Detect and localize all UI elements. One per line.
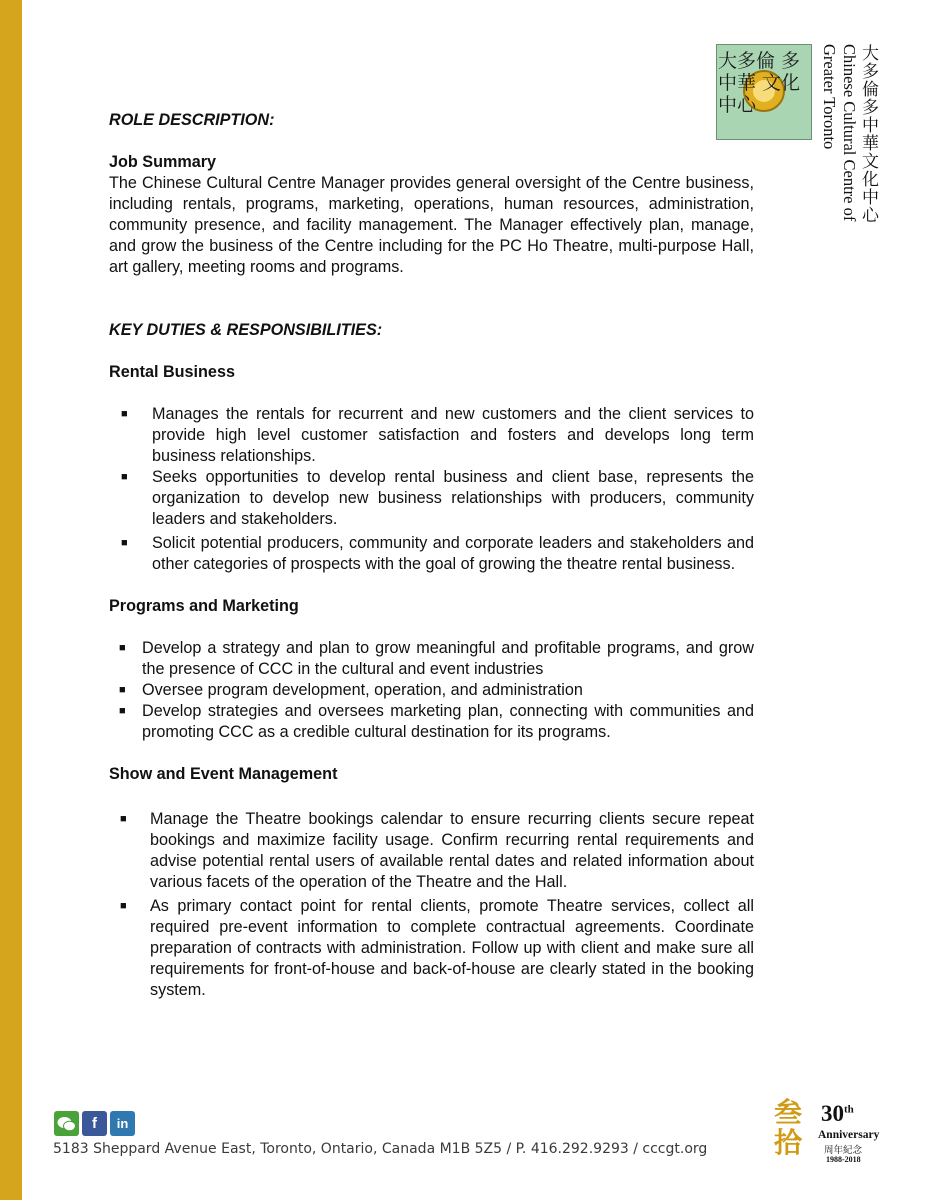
job-summary-text: The Chinese Cultural Centre Manager provides general oversight of the Centre business, including rentals, programs, marketing, operations, human resources, administration, community presence, and facility management. The Manager effectively plan, manage, and grow the business of the Centre including for the PC Ho Theatre, multi-purpose Hall, art gallery, meeting rooms and programs. <box>109 174 754 276</box>
role-description-heading: ROLE DESCRIPTION: <box>109 111 275 129</box>
anniversary-number: 30th <box>821 1101 854 1126</box>
anniversary-badge <box>774 1098 886 1168</box>
document-body <box>109 110 754 1001</box>
org-name-english: Chinese Cultural Centre of Greater Toronto <box>820 44 859 222</box>
social-icons <box>54 1111 135 1136</box>
linkedin-icon[interactable]: in <box>110 1111 135 1136</box>
programs-duties-list <box>119 638 754 743</box>
key-duties-heading: KEY DUTIES & RESPONSIBILITIES: <box>109 321 383 339</box>
list-item: ■ Manage the Theatre bookings calendar to ensure recurring clients secure repeat bookings and maximize facility usage. Confirm recurring rental requirements and advise potential rental users of available rental dates and related information about various facets of the operation of the Theatre and the Hall. <box>120 810 754 891</box>
list-item: ■ Develop strategies and oversees marketing plan, connecting with communities and promoting CCC as a credible cultural destination for its programs. <box>119 702 754 741</box>
anniversary-chinese-label: 周年紀念 <box>824 1145 863 1156</box>
footer-address: 5183 Sheppard Avenue East, Toronto, Ontario, Canada M1B 5Z5 / P. 416.292.9293 / cccgt.org <box>53 1141 708 1157</box>
anniversary-label: Anniversary <box>818 1129 880 1141</box>
section-title-show-event: Show and Event Management <box>109 765 338 783</box>
anniversary-years: 1988-2018 <box>826 1155 861 1164</box>
list-item: ■ Seeks opportunities to develop rental business and client base, represents the organization to develop new business relationships with producers, community leaders and stakeholders. <box>121 468 754 528</box>
org-name-chinese: 大多倫多中華文化中心 <box>858 44 878 224</box>
section-title-rental: Rental Business <box>109 363 235 381</box>
gold-side-bar <box>0 0 22 1200</box>
list-item: ■ Oversee program development, operation, and administration <box>119 681 583 699</box>
wechat-icon[interactable] <box>54 1111 79 1136</box>
facebook-icon[interactable]: f <box>82 1111 107 1136</box>
anniversary-chinese-numeral: 叁拾 <box>774 1096 803 1159</box>
list-item: ■ Manages the rentals for recurrent and new customers and the client services to provide high level customer satisfaction and fosters and develops long term business relationships. <box>121 405 754 465</box>
list-item: ■ As primary contact point for rental clients, promote Theatre services, collect all required pre-event information to complete contractual agreements. Coordinate preparation of contracts with administration. Follow up with client and make sure all requirements for front-of-house and back-of-house are clearly stated in the booking system. <box>120 897 754 999</box>
list-item: ■ Solicit potential producers, community and corporate leaders and stakeholders and other categories of prospects with the goal of growing the theatre rental business. <box>121 534 754 573</box>
show-event-duties-list <box>120 809 754 1001</box>
logo-calligraphy: 大多倫 多中華 文化中心 <box>718 50 801 116</box>
job-summary-heading: Job Summary <box>109 153 217 171</box>
section-title-programs: Programs and Marketing <box>109 597 299 615</box>
rental-duties-list <box>121 404 754 575</box>
list-item: ■ Develop a strategy and plan to grow meaningful and profitable programs, and grow the presence of CCC in the cultural and event industries <box>119 639 754 678</box>
